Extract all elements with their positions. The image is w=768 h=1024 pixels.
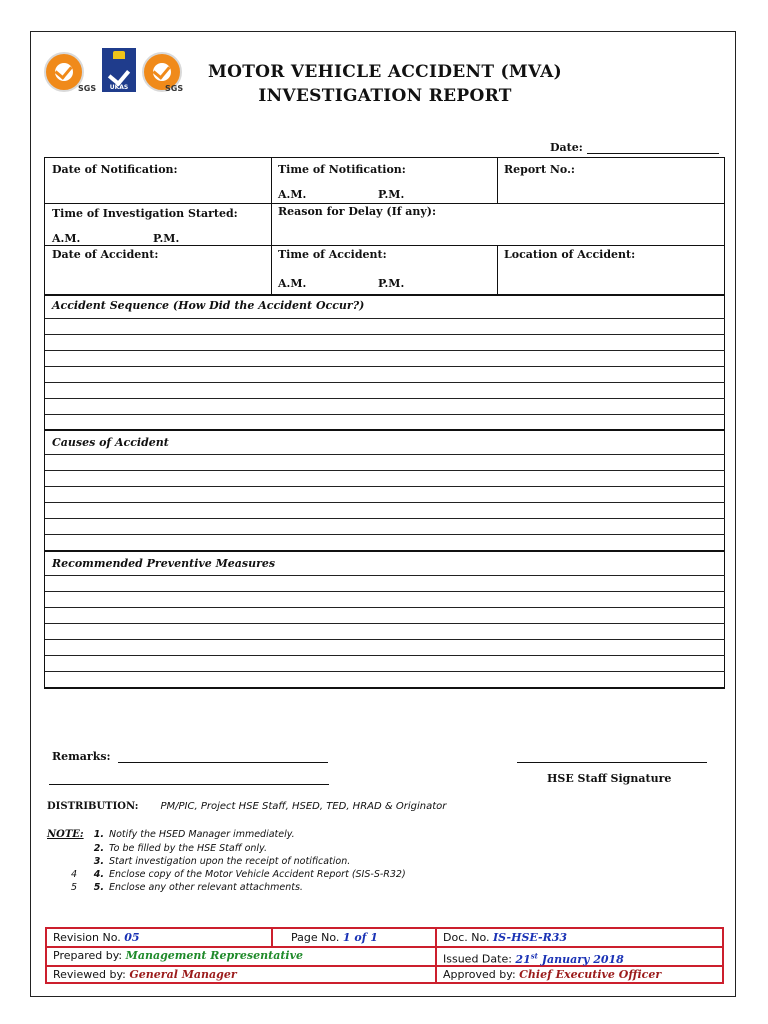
table-col-divider xyxy=(497,245,498,295)
issued-value: 21st January 2018 xyxy=(515,951,624,966)
table-border-top xyxy=(44,157,725,158)
writing-line[interactable] xyxy=(45,350,725,351)
prepared-value: Management Representative xyxy=(125,949,303,962)
time-of-notification-label: Time of Notification: xyxy=(278,163,406,176)
writing-line[interactable] xyxy=(45,575,725,576)
writing-line[interactable] xyxy=(45,502,725,503)
remarks-line[interactable] xyxy=(118,762,328,763)
note-item: 3. Start investigation upon the receipt of notification. xyxy=(93,856,351,867)
accident-pm-label: P.M. xyxy=(378,277,405,290)
page-no: Page No. 1 of 1 xyxy=(291,931,378,944)
date-underline xyxy=(587,142,719,154)
notification-pm-label: P.M. xyxy=(378,188,405,201)
prepared-by: Prepared by: Management Representative xyxy=(53,949,303,962)
writing-line[interactable] xyxy=(45,382,725,383)
approved-by: Approved by: Chief Executive Officer xyxy=(443,968,662,981)
report-no-label: Report No.: xyxy=(504,163,575,176)
reviewed-value: General Manager xyxy=(129,968,237,981)
sgs-logo-text: SGS xyxy=(165,84,184,93)
writing-line[interactable] xyxy=(45,671,725,672)
writing-line[interactable] xyxy=(45,470,725,471)
doc-value: IS-HSE-R33 xyxy=(493,931,568,944)
signature-line[interactable] xyxy=(517,762,707,763)
table-row-divider xyxy=(44,203,725,204)
writing-line[interactable] xyxy=(45,639,725,640)
location-of-accident-label: Location of Accident: xyxy=(504,248,636,261)
writing-line[interactable] xyxy=(45,318,725,319)
notification-am-label: A.M. xyxy=(278,188,307,201)
note-item: 5 5. Enclose any other relevant attachments. xyxy=(70,882,303,893)
reason-for-delay-label: Reason for Delay (If any): xyxy=(278,205,437,218)
time-of-accident-label: Time of Accident: xyxy=(278,248,387,261)
report-title-line2: INVESTIGATION REPORT xyxy=(258,86,512,106)
revision-no: Revision No. 05 xyxy=(53,931,140,944)
issued-date: Issued Date: 21st January 2018 xyxy=(443,951,624,966)
distribution-list: PM/PIC, Project HSE Staff, HSED, TED, HRAD & Originator xyxy=(160,801,447,812)
writing-line[interactable] xyxy=(45,591,725,592)
sgs-logo-text: SGS xyxy=(78,84,97,93)
remarks-label: Remarks: xyxy=(52,750,111,763)
writing-line[interactable] xyxy=(45,398,725,399)
writing-line[interactable] xyxy=(45,486,725,487)
table-row-divider xyxy=(44,245,725,246)
table-col-divider xyxy=(271,157,272,295)
revision-value: 05 xyxy=(124,931,140,944)
preventive-measures-heading: Recommended Preventive Measures xyxy=(52,557,276,570)
writing-line[interactable] xyxy=(45,454,725,455)
causes-heading: Causes of Accident xyxy=(52,436,169,449)
distribution-label: DISTRIBUTION: xyxy=(47,801,139,812)
writing-line[interactable] xyxy=(45,366,725,367)
date-label: Date: xyxy=(550,141,583,154)
writing-line[interactable] xyxy=(45,334,725,335)
report-title-line1: MOTOR VEHICLE ACCIDENT (MVA) xyxy=(207,62,563,82)
writing-line[interactable] xyxy=(45,623,725,624)
note-item: 1. Notify the HSED Manager immediately. xyxy=(93,829,295,840)
table-col-divider xyxy=(497,157,498,204)
investigation-pm-label: P.M. xyxy=(153,232,180,245)
investigation-am-label: A.M. xyxy=(52,232,81,245)
remarks-line-2[interactable] xyxy=(49,784,329,785)
writing-line[interactable] xyxy=(45,534,725,535)
date-of-accident-label: Date of Accident: xyxy=(52,248,159,261)
page-value: 1 of 1 xyxy=(342,931,378,944)
note-item: 4 4. Enclose copy of the Motor Vehicle Accident Report (SIS-S-R32) xyxy=(70,869,406,880)
table-border-right xyxy=(724,157,725,689)
date-of-notification-label: Date of Notification: xyxy=(52,163,178,176)
section-divider xyxy=(44,429,725,431)
table-row-divider xyxy=(44,294,725,296)
date-field[interactable] xyxy=(550,141,719,154)
writing-line[interactable] xyxy=(45,414,725,415)
document-control-footer xyxy=(45,927,724,984)
writing-line[interactable] xyxy=(45,518,725,519)
note-label: NOTE: xyxy=(47,829,84,840)
table-border-left xyxy=(44,157,45,689)
distribution xyxy=(47,801,446,812)
note-item: 2. To be filled by the HSE Staff only. xyxy=(93,843,267,854)
ukas-logo-icon xyxy=(102,48,136,92)
accident-sequence-heading: Accident Sequence (How Did the Accident Occur?) xyxy=(52,299,365,312)
approved-value: Chief Executive Officer xyxy=(519,968,662,981)
writing-line[interactable] xyxy=(45,607,725,608)
writing-line[interactable] xyxy=(45,655,725,656)
hse-signature-label: HSE Staff Signature xyxy=(547,772,672,785)
time-investigation-started-label: Time of Investigation Started: xyxy=(52,207,238,220)
section-divider xyxy=(44,550,725,552)
table-border-bottom xyxy=(44,687,725,689)
doc-no: Doc. No. IS-HSE-R33 xyxy=(443,931,568,944)
ukas-logo-text: UKAS xyxy=(109,84,129,91)
accident-am-label: A.M. xyxy=(278,277,307,290)
reviewed-by: Reviewed by: General Manager xyxy=(53,968,237,981)
